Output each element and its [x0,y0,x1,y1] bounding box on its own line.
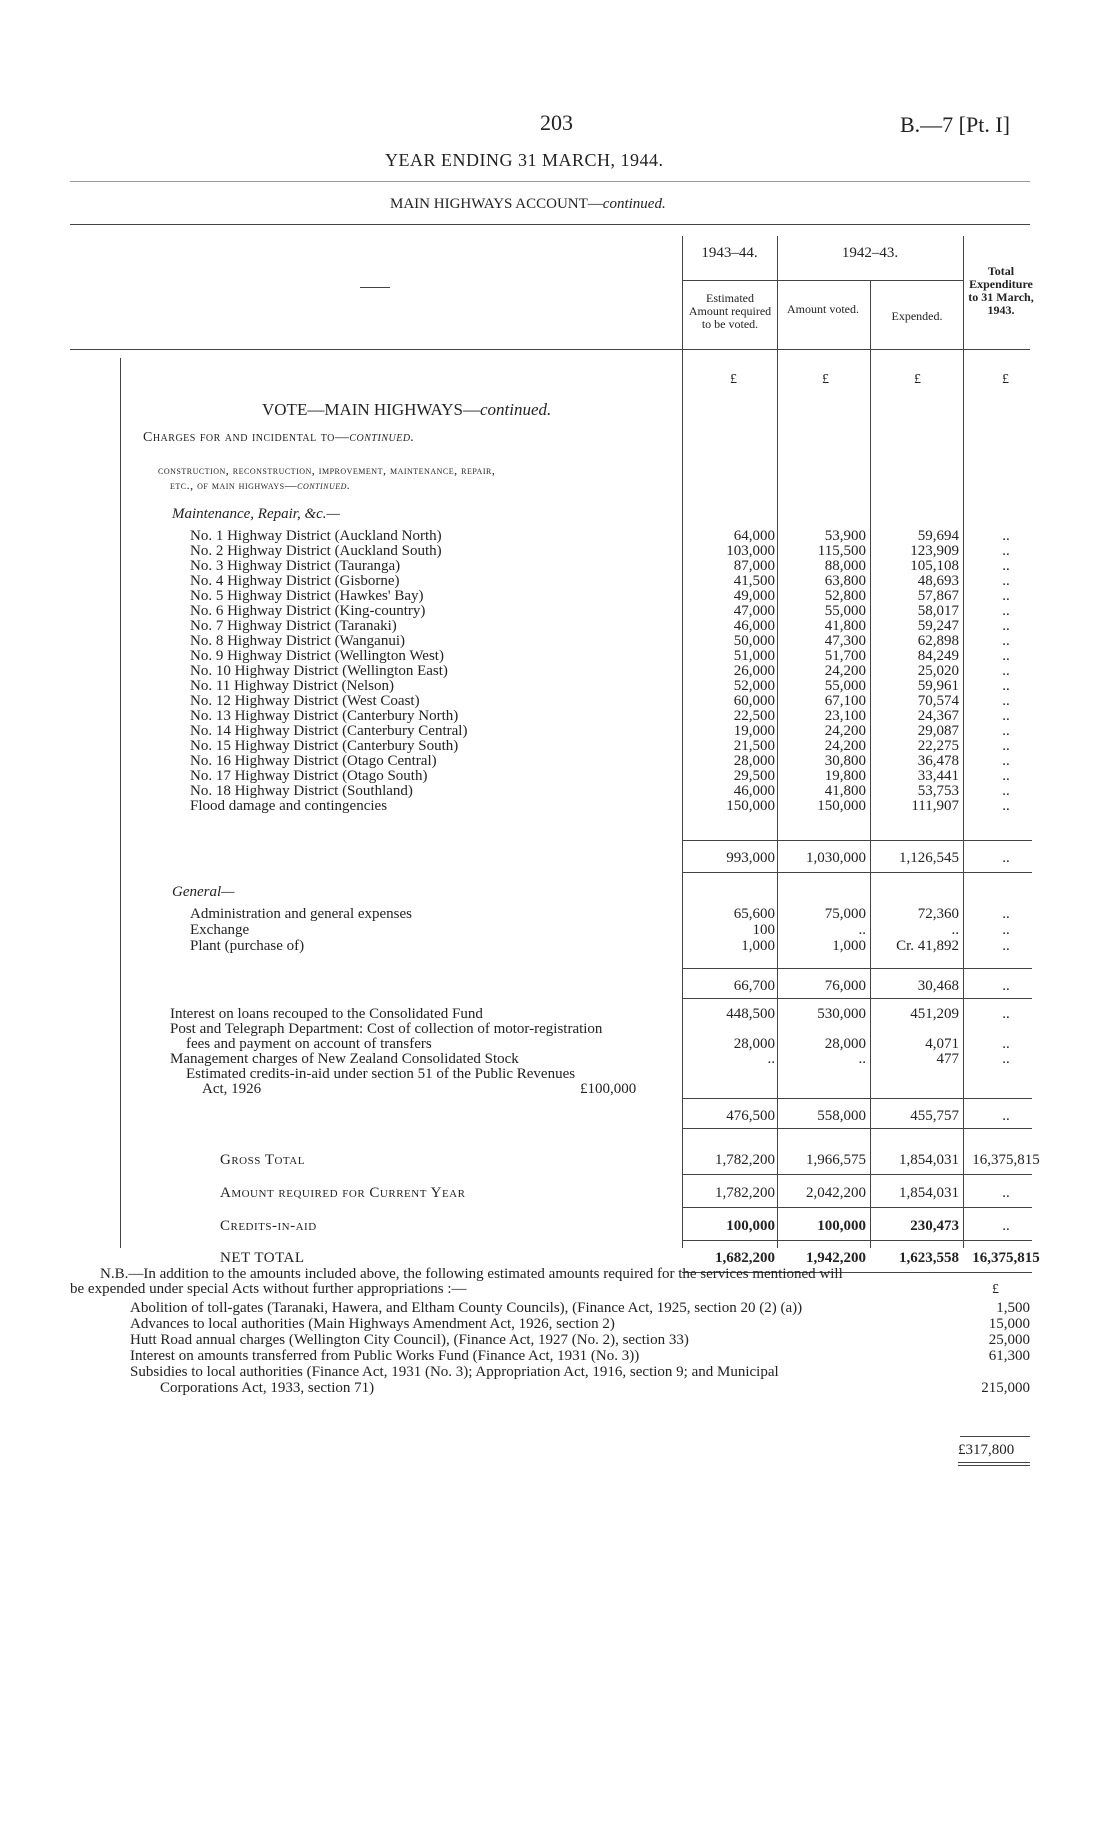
cell-total: .. [1002,528,1010,544]
total-row-divider [682,1207,1032,1208]
cell-voted: 55,000 [824,678,866,694]
cell-exp: 48,693 [917,573,959,589]
total-row [0,1250,1114,1266]
cell-label: No. 7 Highway District (Taranaki) [190,618,397,634]
cell-label: No. 13 Highway District (Canterbury North) [190,708,459,724]
general-row [0,938,1114,954]
cell-total: .. [1002,618,1010,634]
credits-row: Estimated credits-in-aid under section 51 of the Public Revenues [186,1066,576,1082]
year-1943-44: 1943–44. [701,245,758,261]
cell-est: 46,000 [733,783,775,799]
cell-label: No. 8 Highway District (Wanganui) [190,633,405,649]
cell-total: .. [1002,633,1010,649]
cell-est: 49,000 [733,588,775,604]
cell-voted: 55,000 [824,603,866,619]
cell-est: 51,000 [733,648,775,664]
cell-total: .. [1002,1218,1010,1234]
account-title: MAIN HIGHWAYS ACCOUNT—continued. [390,196,666,212]
cell-voted: 75,000 [824,906,866,922]
cell-exp: 111,907 [911,798,959,814]
charges-title: Charges for and incidental to—continued. [143,430,415,445]
cell-exp: 33,441 [917,768,959,784]
cell-label: NET TOTAL [220,1250,305,1266]
construction-line1: construction, reconstruction, improvement, maintenance, repair, [158,463,496,477]
note-intro-2: be expended under special Acts without further appropriations :— [70,1281,467,1297]
cell-exp: 1,854,031 [899,1152,959,1168]
cell-label: No. 15 Highway District (Canterbury South) [190,738,459,754]
cell-voted: 1,966,575 [806,1152,866,1168]
cell-total: .. [1002,798,1010,814]
note-item: Subsidies to local authorities (Finance Act, 1931 (No. 3); Appropriation Act, 1916, section 9; and Municipal [130,1364,779,1380]
maintenance-row [0,693,1114,709]
cell-total: .. [1002,558,1010,574]
cell-total: .. [1002,648,1010,664]
cell-total: .. [1002,768,1010,784]
cell-total: .. [1002,693,1010,709]
cell-est: 29,500 [733,768,775,784]
cell-est: 26,000 [733,663,775,679]
cell-voted: 52,800 [824,588,866,604]
cell-total: .. [1002,678,1010,694]
maintenance-row [0,543,1114,559]
cell-total: .. [1002,663,1010,679]
cell-voted: 2,042,200 [806,1185,866,1201]
cell-est: 64,000 [733,528,775,544]
cell-voted: 41,800 [824,618,866,634]
cell-total: .. [1002,723,1010,739]
cell-exp: 57,867 [917,588,959,604]
cell-exp: 29,087 [917,723,959,739]
cell-exp: Cr. 41,892 [896,938,959,954]
note-total: £317,800 [958,1442,1015,1458]
cell-label: Plant (purchase of) [190,938,305,954]
note-item: Abolition of toll-gates (Taranaki, Hawera, and Eltham County Councils), (Finance Act, 1925, section 20 (2) (a)) 1,500 [130,1300,1030,1316]
post-telegraph-row: Post and Telegraph Department: Cost of collection of motor-registration [170,1021,603,1037]
cell-voted: 100,000 [817,1218,866,1234]
cell-est: 22,500 [733,708,775,724]
cell-voted: 24,200 [824,738,866,754]
cell-exp: 53,753 [917,783,959,799]
maintenance-row [0,528,1114,544]
cell-est: 21,500 [733,738,775,754]
cell-exp: 1,623,558 [899,1250,959,1266]
cell-label: No. 2 Highway District (Auckland South) [190,543,442,559]
cell-total: .. [1002,1185,1010,1201]
maintenance-row [0,783,1114,799]
cell-est: 103,000 [726,543,775,559]
cell-est: 1,000 [741,938,775,954]
maintenance-row [0,573,1114,589]
construction-line2: etc., of main highways—continued. [170,478,351,492]
cell-label: No. 3 Highway District (Tauranga) [190,558,401,574]
cell-total: .. [1002,543,1010,559]
cell-exp: 24,367 [917,708,959,724]
general-subtotal: 66,700 76,000 30,468 .. [733,978,1010,994]
cell-total: 16,375,815 [972,1152,1040,1168]
cell-total: .. [1002,708,1010,724]
cell-exp: 36,478 [917,753,959,769]
cell-label: No. 12 Highway District (West Coast) [190,693,420,709]
note-currency: £ [992,1282,999,1297]
cell-est: 52,000 [733,678,775,694]
cell-est: 150,000 [726,798,775,814]
maintenance-row [0,633,1114,649]
maintenance-row [0,723,1114,739]
cell-est: 1,782,200 [715,1185,775,1201]
maintenance-row [0,588,1114,604]
maintenance-heading: Maintenance, Repair, &c.— [172,506,340,522]
cell-label: No. 1 Highway District (Auckland North) [190,528,442,544]
note-item: Advances to local authorities (Main Highways Amendment Act, 1926, section 2) 15,000 [130,1316,1030,1332]
col-expended: Expended. [891,309,943,323]
cell-est: 46,000 [733,618,775,634]
cell-exp: 25,020 [917,663,959,679]
cell-est: 41,500 [733,573,775,589]
cell-exp: 62,898 [917,633,959,649]
cell-label: No. 16 Highway District (Otago Central) [190,753,437,769]
cell-label: Administration and general expenses [190,906,413,922]
cell-est: 60,000 [733,693,775,709]
cell-voted: 1,000 [832,938,866,954]
cell-total: .. [1002,938,1010,954]
cell-total: 16,375,815 [972,1250,1040,1266]
currency-col4: £ [1002,372,1009,387]
cell-voted: 23,100 [824,708,866,724]
currency-col2: £ [822,372,829,387]
cell-est: 47,000 [733,603,775,619]
cell-exp: 84,249 [917,648,959,664]
year-title: YEAR ENDING 31 MARCH, 1944. [385,150,664,170]
cell-voted: 19,800 [824,768,866,784]
cell-exp: 230,473 [910,1218,959,1234]
currency-col3: £ [914,372,921,387]
cell-label: No. 10 Highway District (Wellington East) [190,663,448,679]
cell-est: 100 [752,922,775,938]
maintenance-row [0,558,1114,574]
cell-exp: .. [951,922,959,938]
col-voted: Amount voted. [787,302,859,316]
year-1942-43: 1942–43. [841,245,899,261]
cell-exp: 59,694 [917,528,959,544]
maintenance-row [0,618,1114,634]
cell-label: No. 6 Highway District (King-country) [190,603,426,619]
total-row [0,1218,1114,1234]
cell-exp: 58,017 [917,603,959,619]
maintenance-row [0,678,1114,694]
cell-voted: .. [858,922,866,938]
cell-voted: 24,200 [824,663,866,679]
cell-label: No. 18 Highway District (Southland) [190,783,413,799]
cell-voted: 1,942,200 [806,1250,866,1266]
cell-exp: 59,247 [917,618,959,634]
total-row [0,1185,1114,1201]
total-row [0,1152,1114,1168]
col-estimated: Estimated Amount required to be voted. [688,291,772,331]
cell-label: Exchange [190,922,250,938]
cell-voted: 63,800 [824,573,866,589]
other-subtotal: 476,500 558,000 455,757 .. [726,1108,1010,1124]
credits-row-2: Act, 1926 £100,000 [202,1081,637,1097]
cell-voted: 30,800 [824,753,866,769]
cell-label: Amount required for Current Year [220,1185,466,1201]
maintenance-row [0,738,1114,754]
total-row-divider [682,1240,1032,1241]
cell-est: 50,000 [733,633,775,649]
post-telegraph-row-2: fees and payment on account of transfers 28,000 28,000 4,071 .. [186,1036,1010,1052]
cell-total: .. [1002,922,1010,938]
cell-voted: 88,000 [824,558,866,574]
cell-label: Gross Total [220,1152,305,1168]
cell-label: No. 14 Highway District (Canterbury Central) [190,723,468,739]
cell-exp: 59,961 [917,678,959,694]
maintenance-row [0,663,1114,679]
maintenance-row [0,798,1114,814]
note-item: Interest on amounts transferred from Public Works Fund (Finance Act, 1931 (No. 3)) 61,300 [130,1348,1030,1364]
cell-est: 100,000 [726,1218,775,1234]
cell-label: No. 5 Highway District (Hawkes' Bay) [190,588,424,604]
general-row [0,906,1114,922]
cell-exp: 105,108 [910,558,959,574]
vote-title: VOTE—MAIN HIGHWAYS—continued. [262,400,552,419]
cell-est: 1,782,200 [715,1152,775,1168]
note-item: Corporations Act, 1933, section 71) 215,000 [160,1380,1030,1396]
general-heading: General— [172,884,235,900]
cell-est: 65,600 [733,906,775,922]
cell-total: .. [1002,753,1010,769]
cell-exp: 72,360 [917,906,959,922]
cell-total: .. [1002,603,1010,619]
maintenance-row [0,708,1114,724]
cell-label: No. 9 Highway District (Wellington West) [190,648,444,664]
cell-voted: 53,900 [824,528,866,544]
management-row: Management charges of New Zealand Consolidated Stock .. .. 477 .. [170,1051,1010,1067]
maintenance-row [0,753,1114,769]
maintenance-row [0,603,1114,619]
page-number: 203 [540,110,573,135]
general-row [0,922,1114,938]
document-reference: B.—7 [Pt. I] [900,112,1010,137]
cell-est: 28,000 [733,753,775,769]
cell-total: .. [1002,588,1010,604]
cell-exp: 22,275 [917,738,959,754]
cell-total: .. [1002,783,1010,799]
cell-label: No. 17 Highway District (Otago South) [190,768,428,784]
interest-row: Interest on loans recouped to the Consolidated Fund 448,500 530,000 451,209 .. [170,1006,1010,1022]
cell-est: 87,000 [733,558,775,574]
currency-col1: £ [730,372,737,387]
cell-voted: 67,100 [824,693,866,709]
note-item: Hutt Road annual charges (Wellington City Council), (Finance Act, 1927 (No. 2), section 33) 25,000 [130,1332,1030,1348]
cell-voted: 24,200 [824,723,866,739]
cell-label: Flood damage and contingencies [190,798,388,814]
cell-voted: 150,000 [817,798,866,814]
total-row-divider [682,1174,1032,1175]
cell-exp: 70,574 [917,693,959,709]
cell-label: No. 4 Highway District (Gisborne) [190,573,400,589]
cell-total: .. [1002,738,1010,754]
cell-exp: 123,909 [910,543,959,559]
cell-label: Credits-in-aid [220,1218,317,1234]
cell-est: 1,682,200 [715,1250,775,1266]
cell-voted: 51,700 [824,648,866,664]
cell-voted: 47,300 [824,633,866,649]
cell-total: .. [1002,573,1010,589]
cell-voted: 41,800 [824,783,866,799]
maintenance-row [0,648,1114,664]
cell-voted: 115,500 [817,543,866,559]
maintenance-subtotal: 993,000 1,030,000 1,126,545 .. [726,850,1010,866]
cell-total: .. [1002,906,1010,922]
maintenance-row [0,768,1114,784]
col-total: Total Expenditure to 31 March, 1943. [968,264,1034,317]
cell-label: No. 11 Highway District (Nelson) [190,678,394,694]
note-intro-1: N.B.—In addition to the amounts included above, the following estimated amounts required for the services mentioned will [100,1266,843,1282]
cell-est: 19,000 [733,723,775,739]
cell-exp: 1,854,031 [899,1185,959,1201]
